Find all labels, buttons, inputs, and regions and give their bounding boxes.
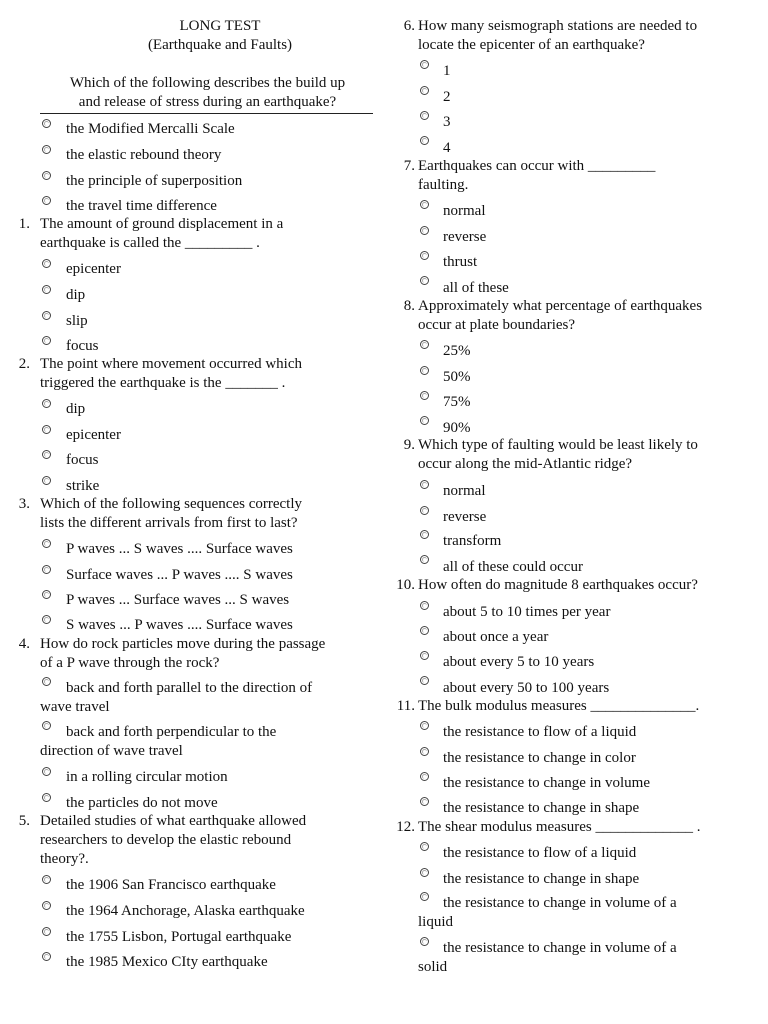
option-label: the travel time difference [66,198,217,214]
radio-button[interactable] [420,797,429,806]
option-label: the 1755 Lisbon, Portugal earthquake [66,929,292,945]
option-label: 25% [443,343,471,359]
radio-button[interactable] [42,565,51,574]
option-label: 1 [443,63,451,79]
option-label: dip [66,401,86,417]
option-label: strike [66,478,100,494]
radio-button[interactable] [420,111,429,120]
radio-button[interactable] [42,119,51,128]
option-label: the resistance to change in shape [443,871,640,887]
question-number: 3. [18,496,30,512]
option-label: 4 [443,140,451,156]
question-number: 12. [396,819,415,835]
radio-button[interactable] [420,772,429,781]
option-label: reverse [443,509,487,525]
question-text: Approximately what percentage of earthquakes [418,298,703,314]
radio-button[interactable] [42,615,51,624]
option-label: the 1906 San Francisco earthquake [66,877,276,893]
option-label: P waves ... Surface waves ... S waves [66,592,290,608]
option-label: 2 [443,89,451,105]
option-label: thrust [443,254,478,270]
radio-button[interactable] [420,391,429,400]
option-label: P waves ... S waves .... Surface waves [66,541,293,557]
radio-button[interactable] [42,793,51,802]
radio-button[interactable] [420,366,429,375]
option-label-continued: direction of wave travel [40,743,183,759]
intro-question-line2: and release of stress during an earthquake? [78,94,337,110]
option-label: 90% [443,420,471,436]
option-label: the resistance to change in volume of a [443,895,677,911]
radio-button[interactable] [420,937,429,946]
radio-button[interactable] [420,721,429,730]
question-number: 8. [403,298,415,314]
option-label: focus [66,452,99,468]
option-label: the principle of superposition [66,173,243,189]
option-label: dip [66,287,86,303]
question-text: The amount of ground displacement in a [40,216,284,232]
question-underline [40,113,373,114]
radio-button[interactable] [42,285,51,294]
radio-button[interactable] [42,171,51,180]
question-text: of a P wave through the rock? [40,655,220,671]
option-label: S waves ... P waves .... Surface waves [66,617,293,633]
question-text: faulting. [418,177,469,193]
radio-button[interactable] [420,276,429,285]
option-label-continued: solid [418,959,448,975]
option-label: about every 50 to 100 years [443,680,610,696]
option-label: normal [443,203,486,219]
option-label: the elastic rebound theory [66,147,222,163]
option-label-continued: wave travel [40,699,110,715]
option-label: all of these could occur [443,559,583,575]
question-number: 11. [396,698,415,714]
option-label: about 5 to 10 times per year [443,604,611,620]
question-text: occur along the mid-Atlantic ridge? [418,456,633,472]
radio-button[interactable] [420,60,429,69]
radio-button[interactable] [42,767,51,776]
option-label: reverse [443,229,487,245]
option-label: the 1964 Anchorage, Alaska earthquake [66,903,305,919]
question-text: The bulk modulus measures ______________. [418,698,700,714]
question-text: occur at plate boundaries? [418,317,576,333]
radio-button[interactable] [420,842,429,851]
option-label: the particles do not move [66,795,218,811]
option-label: 75% [443,394,471,410]
radio-button[interactable] [42,259,51,268]
option-label: back and forth parallel to the direction of [66,680,313,696]
question-text: Detailed studies of what earthquake allowed [40,813,307,829]
radio-button[interactable] [42,927,51,936]
radio-button[interactable] [42,450,51,459]
question-text: researchers to develop the elastic rebound [40,832,292,848]
question-text: lists the different arrivals from first to last? [40,515,298,531]
option-label: epicenter [66,427,121,443]
radio-button[interactable] [42,721,51,730]
radio-button[interactable] [420,416,429,425]
option-label: epicenter [66,261,121,277]
question-text: Which type of faulting would be least likely to [418,437,698,453]
option-label: the resistance to flow of a liquid [443,845,637,861]
option-label-continued: liquid [418,914,454,930]
radio-button[interactable] [42,311,51,320]
option-label: in a rolling circular motion [66,769,228,785]
question-text: How often do magnitude 8 earthquakes occur? [418,577,698,593]
option-label: Surface waves ... P waves .... S waves [66,567,293,583]
radio-button[interactable] [420,530,429,539]
question-number: 10. [396,577,415,593]
radio-button[interactable] [420,601,429,610]
radio-button[interactable] [42,476,51,485]
option-label: the resistance to change in shape [443,800,640,816]
option-label: about once a year [443,629,549,645]
radio-button[interactable] [420,892,429,901]
question-text: theory?. [40,851,89,867]
option-label: focus [66,338,99,354]
question-number: 4. [18,636,30,652]
option-label: the Modified Mercalli Scale [66,121,235,137]
option-label: the 1985 Mexico CIty earthquake [66,954,268,970]
question-number: 9. [403,437,415,453]
radio-button[interactable] [42,145,51,154]
option-label: 50% [443,369,471,385]
option-label: back and forth perpendicular to the [66,724,277,740]
radio-button[interactable] [420,676,429,685]
radio-button[interactable] [42,336,51,345]
option-label: about every 5 to 10 years [443,654,595,670]
radio-button[interactable] [42,901,51,910]
radio-button[interactable] [420,868,429,877]
question-text: How do rock particles move during the passage [40,636,326,652]
option-label: the resistance to flow of a liquid [443,724,637,740]
question-text: locate the epicenter of an earthquake? [418,37,645,53]
question-text: How many seismograph stations are needed to [418,18,698,34]
option-label: the resistance to change in color [443,750,636,766]
question-text: earthquake is called the _________ . [40,235,260,251]
option-label: all of these [443,280,509,296]
radio-button[interactable] [42,399,51,408]
radio-button[interactable] [42,875,51,884]
page-title: LONG TEST [179,18,261,34]
question-text: The shear modulus measures _____________ . [418,819,701,835]
option-label: the resistance to change in volume of a [443,940,677,956]
option-label: 3 [443,114,451,130]
radio-button[interactable] [420,747,429,756]
radio-button[interactable] [42,539,51,548]
question-text: The point where movement occurred which [40,356,302,372]
radio-button[interactable] [420,226,429,235]
radio-button[interactable] [420,626,429,635]
radio-button[interactable] [42,590,51,599]
radio-button[interactable] [420,651,429,660]
question-number: 1. [18,216,30,232]
question-text: Which of the following sequences correctly [40,496,302,512]
radio-button[interactable] [420,200,429,209]
radio-button[interactable] [42,425,51,434]
option-label: normal [443,483,486,499]
radio-button[interactable] [420,555,429,564]
page-subtitle: (Earthquake and Faults) [147,37,293,53]
radio-button[interactable] [420,251,429,260]
radio-button[interactable] [420,340,429,349]
question-text: triggered the earthquake is the _______ . [40,375,286,391]
radio-button[interactable] [42,677,51,686]
option-label: the resistance to change in volume [443,775,651,791]
option-label: slip [66,313,88,329]
option-label: transform [443,533,502,549]
question-text: Earthquakes can occur with _________ [418,158,656,174]
question-number: 5. [18,813,30,829]
radio-button[interactable] [420,136,429,145]
radio-button[interactable] [420,480,429,489]
question-number: 7. [403,158,415,174]
radio-button[interactable] [420,86,429,95]
radio-button[interactable] [420,506,429,515]
question-number: 2. [18,356,30,372]
radio-button[interactable] [42,196,51,205]
radio-button[interactable] [42,952,51,961]
question-number: 6. [403,18,415,34]
intro-question-line1: Which of the following describes the build up [69,75,346,91]
